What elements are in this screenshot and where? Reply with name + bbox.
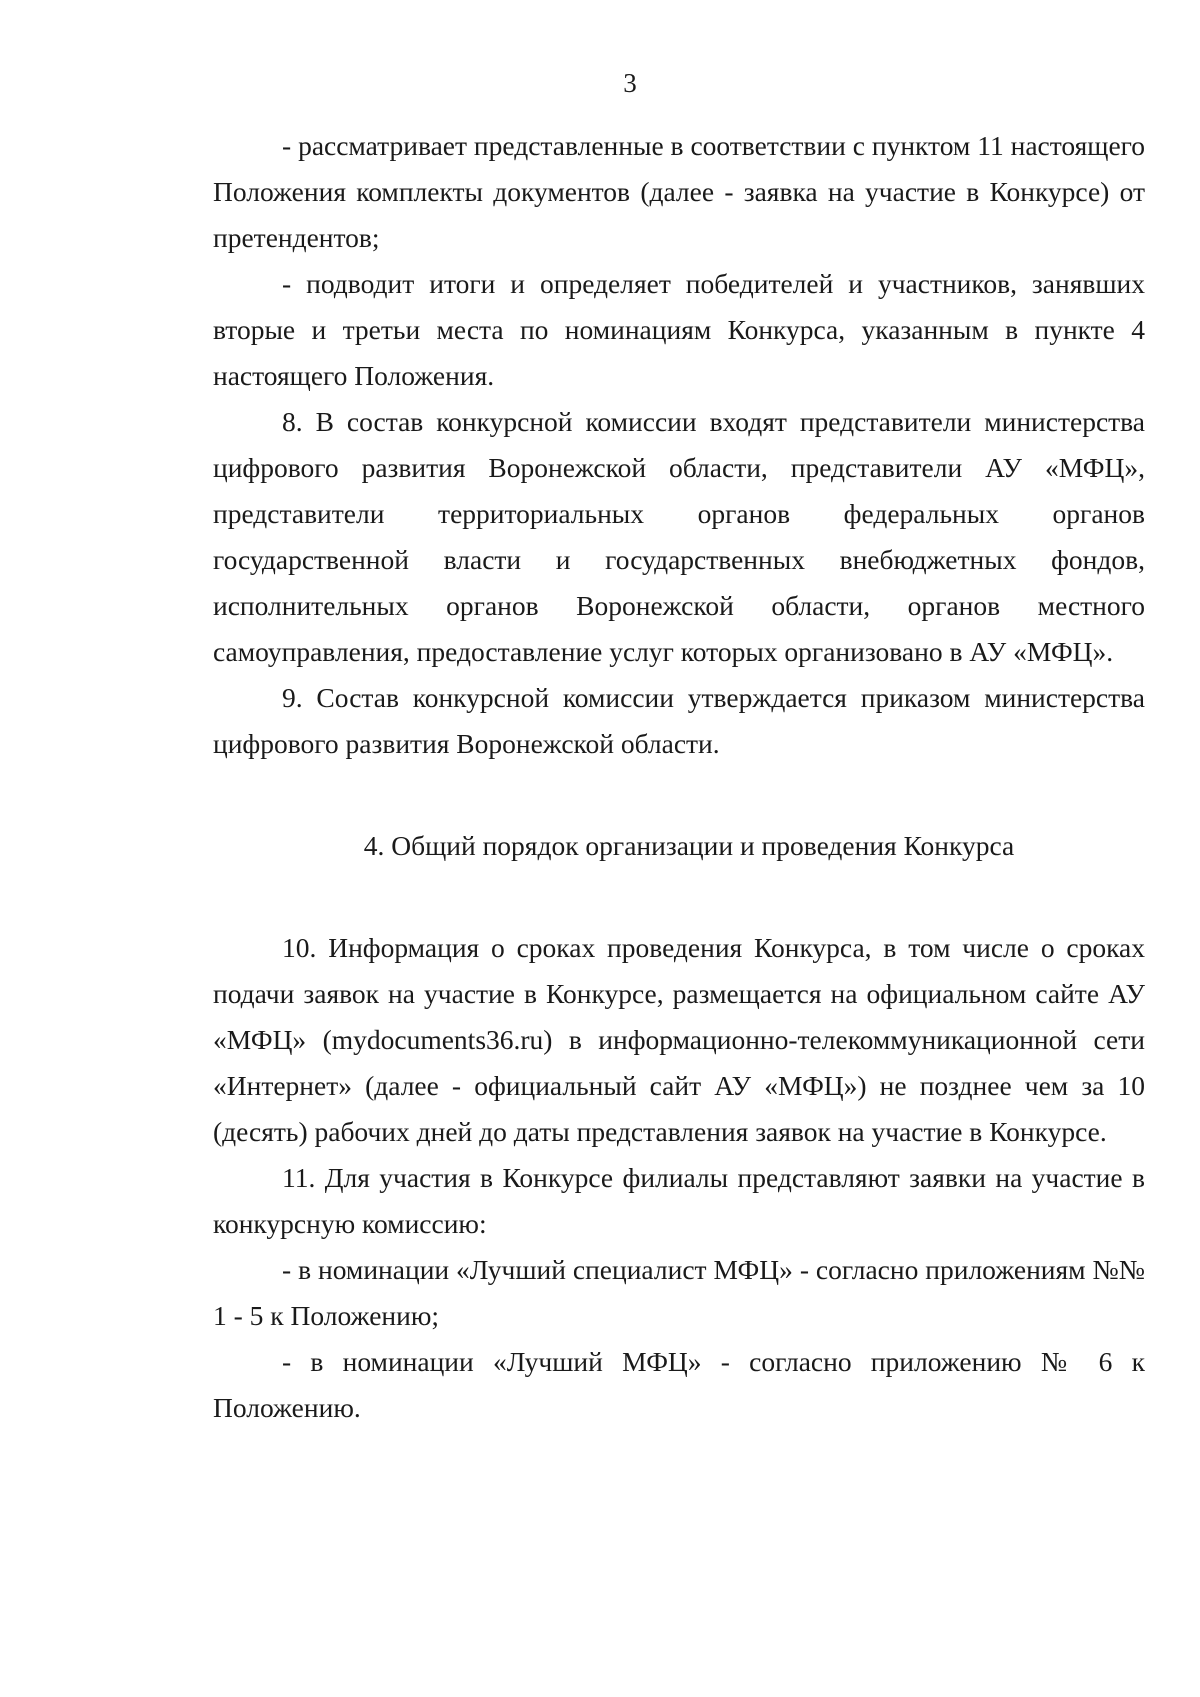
page-number: 3 [623,68,637,98]
paragraph-9-commission-approval: 9. Состав конкурсной комиссии утверждается приказом министерства цифрового развития Воронежской области. [213,682,1145,759]
paragraph-11-applications: 11. Для участия в Конкурсе филиалы представляют заявки на участие в конкурсную комиссию: [213,1162,1145,1239]
paragraph-review-applications: - рассматривает представленные в соответствии с пунктом 11 настоящего Положения комплекты документов (далее - заявка на участие в Конкурсе) от претендентов; [213,130,1145,253]
document-body [213,123,1145,1431]
paragraph-summarize-results: - подводит итоги и определяет победителей и участников, занявших вторые и третьи места по номинациям Конкурса, указанным в пункте 4 настоящего Положения. [213,268,1145,391]
paragraph-8-commission-composition: 8. В состав конкурсной комиссии входят представители министерства цифрового развития Воронежской области, представители АУ «МФЦ», представители территориальных органов федеральных органов государственной власти и государственных внебюджетных фондов, исполнительных органов Воронежской области, органов местного самоуправления, предоставление услуг которых организовано в АУ «МФЦ». [213,406,1145,667]
paragraph-10-contest-dates: 10. Информация о сроках проведения Конкурса, в том числе о сроках подачи заявок на участие в Конкурсе, размещается на официальном сайте АУ «МФЦ» (mydocuments36.ru) в информационно-телекоммуникационной сети «Интернет» (далее - официальный сайт АУ «МФЦ») не позднее чем за 10 (десять) рабочих дней до даты представления заявок на участие в Конкурсе. [213,932,1145,1147]
paragraph-nomination-best-mfc: - в номинации «Лучший МФЦ» - согласно приложению № 6 к Положению. [213,1346,1145,1423]
paragraph-nomination-best-specialist: - в номинации «Лучший специалист МФЦ» - согласно приложениям №№ 1 - 5 к Положению; [213,1254,1145,1331]
section-heading: 4. Общий порядок организации и проведения Конкурса [363,830,1015,861]
